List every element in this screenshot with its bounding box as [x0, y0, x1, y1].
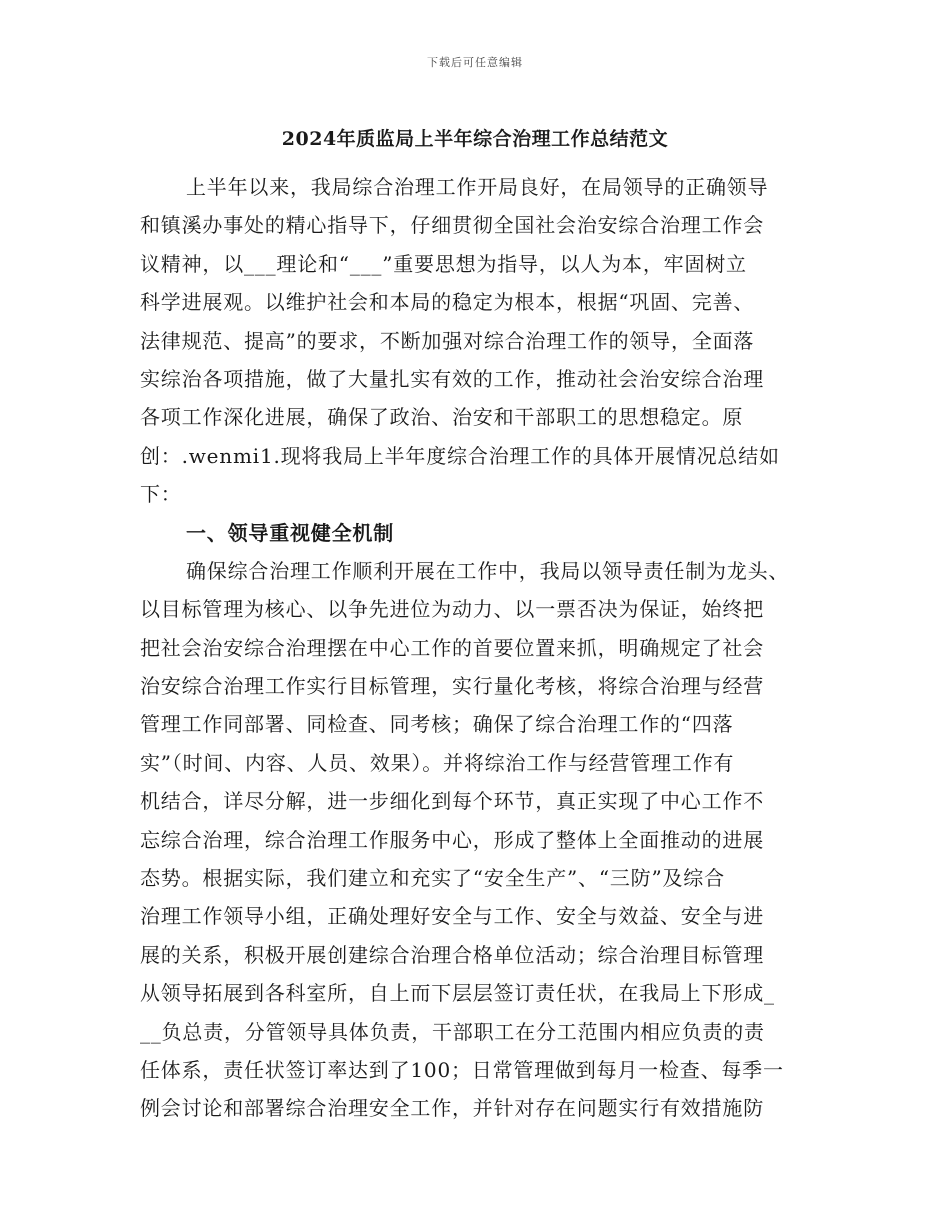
text-line: 实综治各项措施，做了大量扎实有效的工作，推动社会治安综合治理 — [140, 366, 764, 391]
text-line: 展的关系，积极开展创建综合治理合格单位活动；综合治理目标管理 — [140, 942, 764, 967]
text-line: 和镇溪办事处的精心指导下，仔细贯彻全国社会治安综合治理工作会 — [140, 213, 764, 238]
text-line: 以目标管理为核心、以争先进位为动力、以一票否决为保证，始终把 — [140, 597, 764, 622]
text-line: 态势。根据实际，我们建立和充实了“安全生产”、“三防”及综合 — [140, 866, 725, 891]
text-line: 确保综合治理工作顺利开展在工作中，我局以领导责任制为龙头、 — [186, 558, 790, 583]
text-line: 各项工作深化进展，确保了政治、治安和干部职工的思想稳定。原 — [140, 405, 744, 430]
text-line: 法律规范、提高”的要求，不断加强对综合治理工作的领导，全面落 — [140, 328, 755, 353]
text-line: 任体系，责任状签订率达到了100；日常管理做到每月一检查、每季一 — [140, 1057, 784, 1082]
document-title: 2024年质监局上半年综合治理工作总结范文 — [281, 128, 669, 150]
text-line: 把社会治安综合治理摆在中心工作的首要位置来抓，明确规定了社会 — [140, 635, 764, 660]
text-line: __负总责，分管领导具体负责，干部职工在分工范围内相应负责的责 — [140, 1019, 765, 1044]
text-line: 忘综合治理，综合治理工作服务中心，形成了整体上全面推动的进展 — [140, 827, 764, 852]
text-line: 治理工作领导小组，正确处理好安全与工作、安全与效益、安全与进 — [140, 904, 764, 929]
text-line: 从领导拓展到各科室所，自上而下层层签订责任状，在我局上下形成_ — [140, 981, 775, 1006]
section-heading: 一、领导重视健全机制 — [186, 520, 394, 545]
header-note: 下载后可任意编辑 — [427, 56, 523, 69]
text-line: 创：.wenmi1.现将我局上半年度综合治理工作的具体开展情况总结如 — [140, 443, 780, 468]
document-body — [140, 168, 812, 1128]
text-line: 科学进展观。以维护社会和本局的稳定为根本，根据“巩固、完善、 — [140, 290, 755, 315]
text-line: 例会讨论和部署综合治理安全工作，并针对存在问题实行有效措施防 — [140, 1096, 764, 1121]
text-line: 上半年以来，我局综合治理工作开局良好，在局领导的正确领导 — [186, 175, 769, 199]
text-line: 实”（时间、内容、人员、效果）。并将综治工作与经营管理工作有 — [140, 750, 735, 775]
text-line: 治安综合治理工作实行目标管理，实行量化考核，将综合治理与经营 — [140, 674, 764, 699]
text-line: 议精神，以___理论和“___”重要思想为指导，以人为本，牢固树立 — [140, 251, 747, 276]
text-line: 机结合，详尽分解，进一步细化到每个环节，真正实现了中心工作不 — [140, 789, 764, 814]
text-line: 下： — [140, 482, 182, 507]
text-line: 管理工作同部署、同检查、同考核；确保了综合治理工作的“四落 — [140, 712, 734, 737]
